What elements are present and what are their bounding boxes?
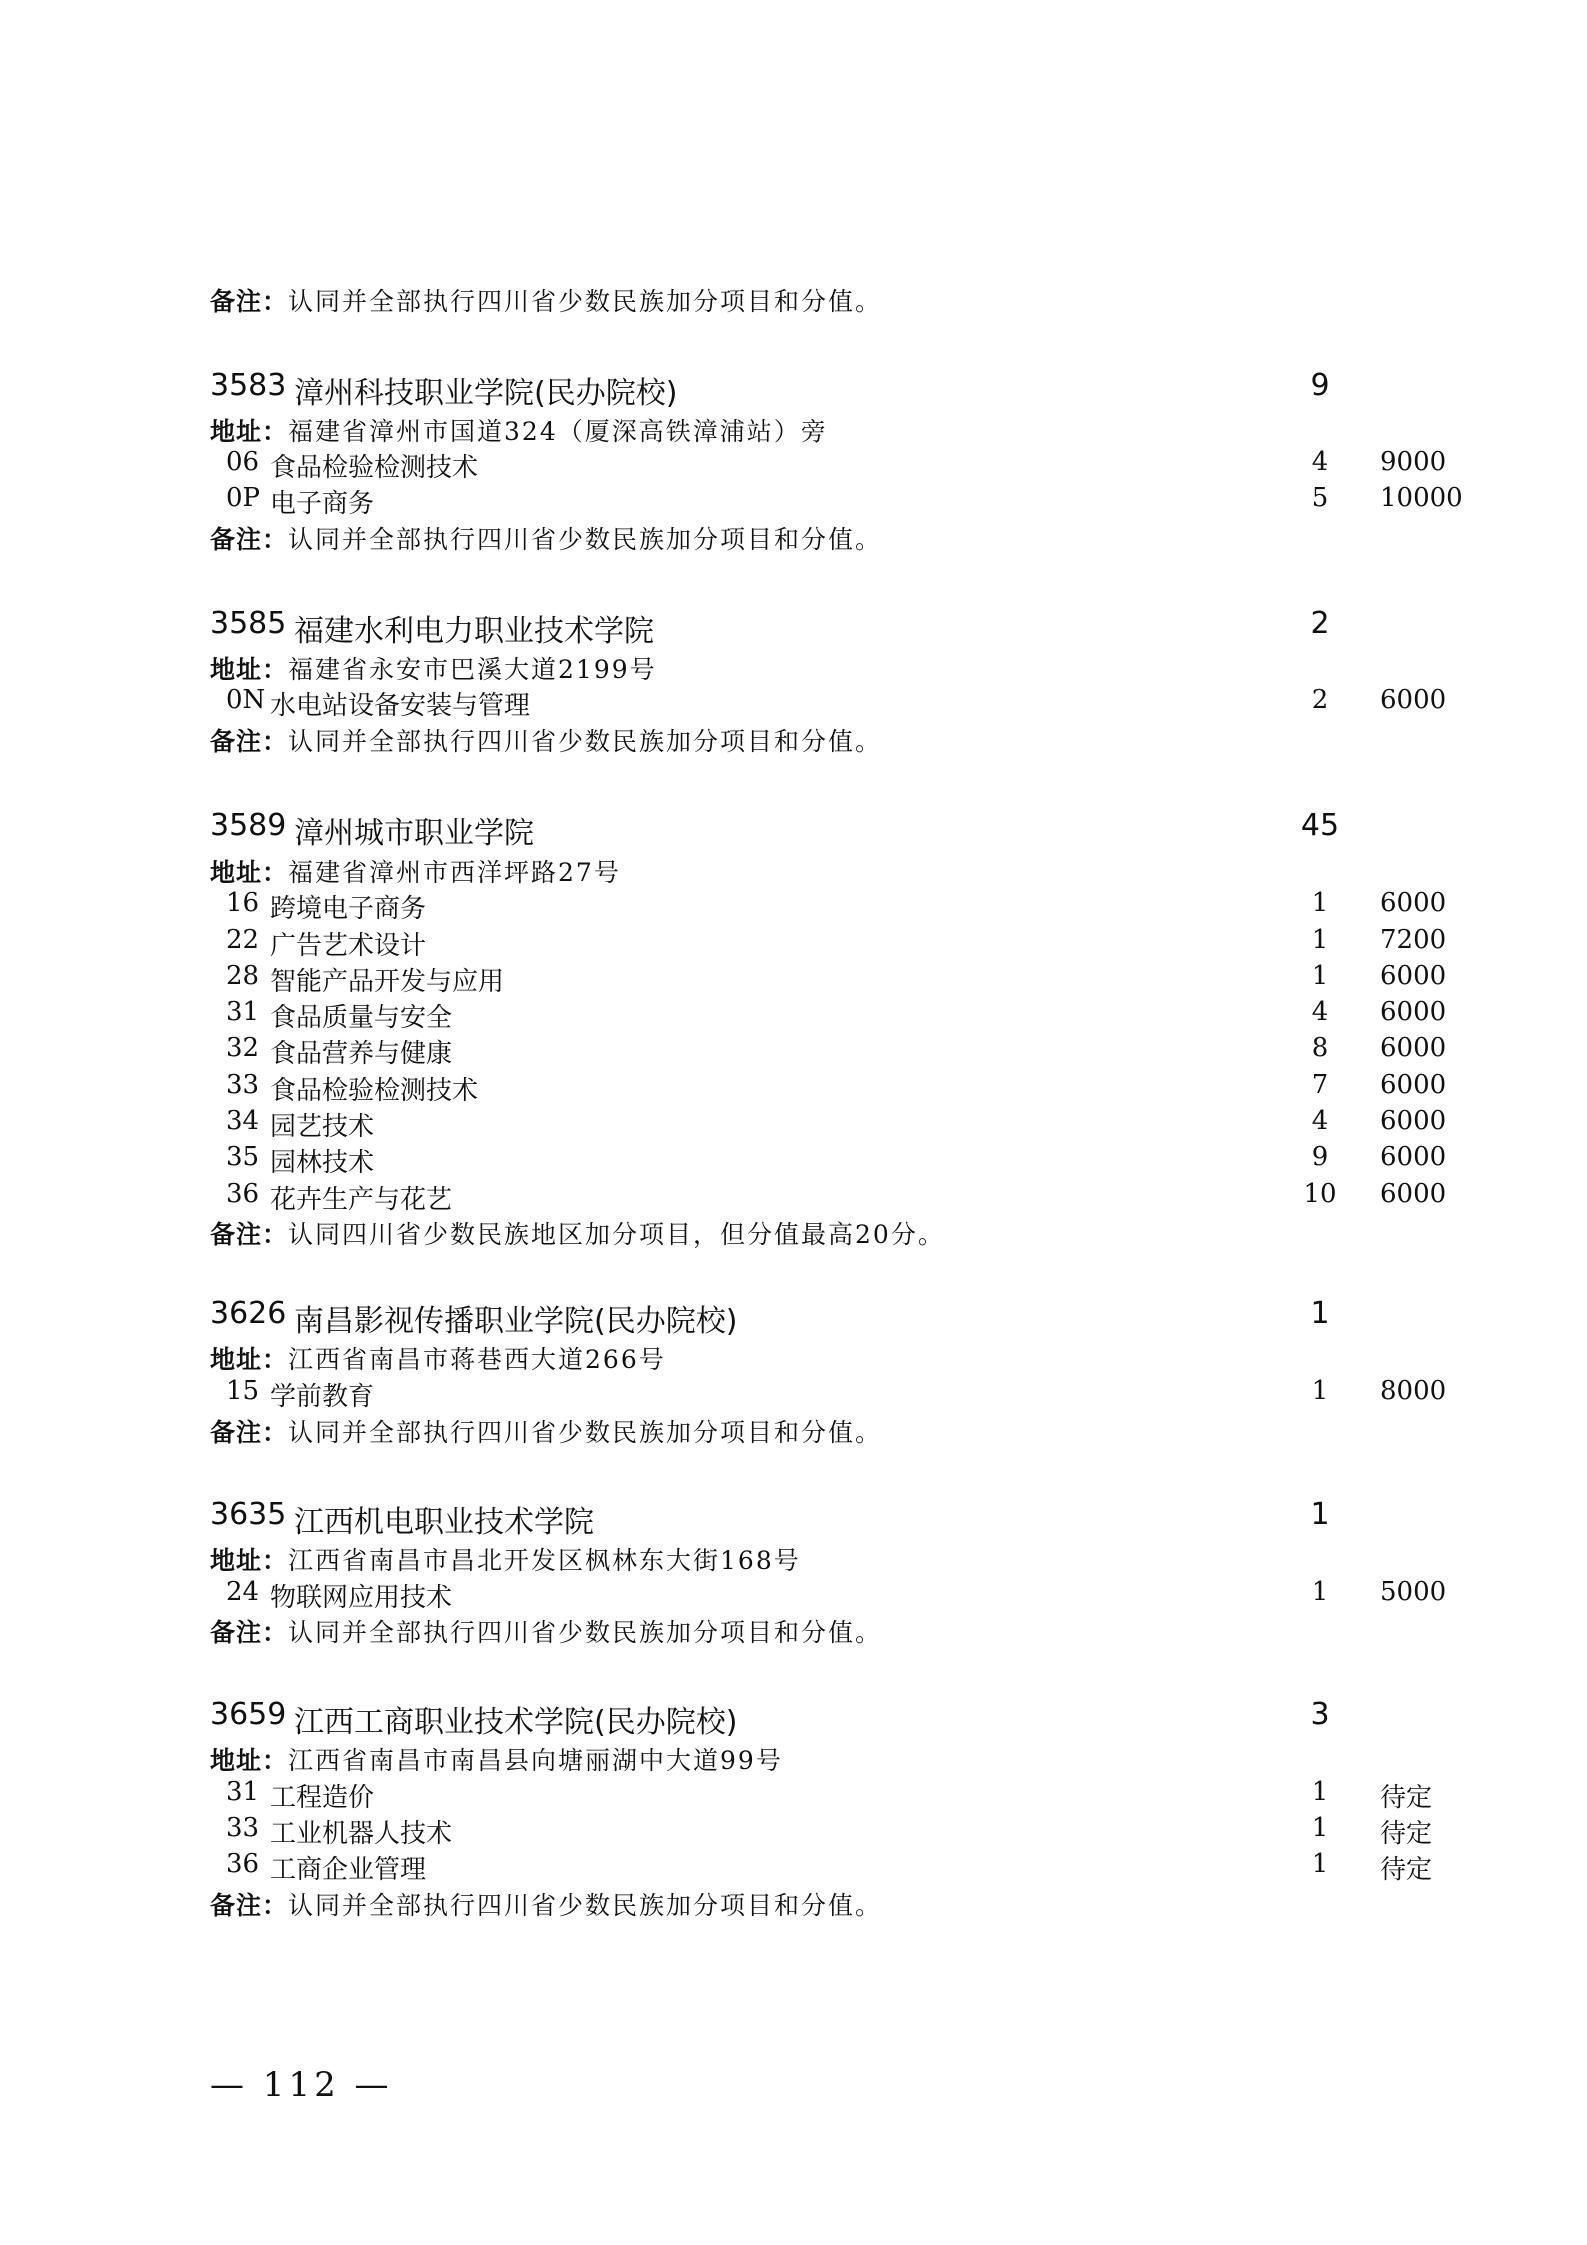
school-header (210, 1697, 1330, 1740)
major-fee: 9000 (1380, 447, 1447, 477)
school-address (210, 412, 828, 448)
school-address (210, 650, 657, 686)
major-row (210, 961, 1447, 997)
major-count: 2 (1311, 685, 1329, 715)
school-header (210, 808, 1340, 851)
school-code: 3659 (210, 1697, 287, 1732)
note-text: 认同并全部执行四川省少数民族加分项目和分值。 (288, 1618, 883, 1647)
major-fee: 6000 (1380, 997, 1447, 1027)
major-name: 食品营养与健康 (270, 1039, 453, 1069)
note-label: 备注： (210, 1618, 289, 1647)
major-count: 4 (1311, 1106, 1329, 1136)
address-text: 江西省南昌市蒋巷西大道266号 (288, 1345, 666, 1374)
top-note (210, 282, 882, 318)
address-text: 江西省南昌市昌北开发区枫林东大街168号 (288, 1546, 801, 1575)
major-code: 22 (226, 925, 260, 955)
school-code: 3626 (210, 1296, 287, 1331)
school-total: 2 (1310, 606, 1330, 641)
school-code: 3585 (210, 606, 287, 641)
major-count: 5 (1311, 483, 1329, 513)
note-text: 认同四川省少数民族地区加分项目，但分值最高20分。 (288, 1220, 945, 1249)
major-code: 32 (226, 1033, 260, 1063)
major-count: 8 (1311, 1033, 1329, 1063)
major-count: 1 (1311, 1376, 1329, 1406)
major-name: 食品质量与安全 (270, 1003, 453, 1033)
address-text: 江西省南昌市南昌县向塘丽湖中大道99号 (288, 1746, 783, 1775)
major-fee: 6000 (1380, 1106, 1447, 1136)
address-label: 地址： (210, 1546, 289, 1575)
major-row (210, 1577, 1447, 1613)
major-row (210, 447, 1447, 483)
major-name: 园艺技术 (270, 1112, 375, 1142)
major-count: 1 (1311, 1577, 1329, 1607)
major-count: 1 (1311, 925, 1329, 955)
note-text: 认同并全部执行四川省少数民族加分项目和分值。 (288, 1418, 883, 1447)
address-label: 地址： (210, 417, 289, 446)
note-label: 备注： (210, 1220, 289, 1249)
school-name: 南昌影视传播职业学院(民办院校) (294, 1304, 738, 1339)
major-count: 1 (1311, 888, 1329, 918)
major-name: 花卉生产与花艺 (270, 1185, 453, 1215)
major-code: 34 (226, 1106, 260, 1136)
school-total: 45 (1300, 808, 1340, 843)
school-name: 漳州城市职业学院 (294, 816, 534, 851)
major-row (210, 1777, 1433, 1813)
school-address (210, 1741, 783, 1777)
note-text: 认同并全部执行四川省少数民族加分项目和分值。 (288, 727, 883, 756)
major-fee: 6000 (1380, 685, 1447, 715)
school-note (210, 1413, 882, 1449)
major-count: 7 (1311, 1070, 1329, 1100)
major-fee: 8000 (1380, 1376, 1447, 1406)
major-name: 园林技术 (270, 1148, 375, 1178)
major-code: 0N (226, 685, 266, 715)
major-fee: 7200 (1380, 925, 1447, 955)
major-name: 智能产品开发与应用 (270, 967, 505, 997)
major-row (210, 888, 1447, 924)
major-row (210, 1376, 1447, 1412)
major-fee: 6000 (1380, 961, 1447, 991)
major-code: 36 (226, 1179, 260, 1209)
major-count: 4 (1311, 997, 1329, 1027)
major-row (210, 1033, 1447, 1069)
major-name: 学前教育 (270, 1382, 375, 1412)
school-total: 3 (1310, 1697, 1330, 1732)
major-code: 28 (226, 961, 260, 991)
page-number: — 112 — (210, 2065, 393, 2105)
school-name: 漳州科技职业学院(民办院校) (294, 376, 678, 411)
school-code: 3635 (210, 1497, 287, 1532)
address-text: 福建省漳州市西洋坪路27号 (288, 858, 621, 887)
major-count: 1 (1311, 1849, 1329, 1879)
school-address (210, 1541, 801, 1577)
school-name: 江西工商职业技术学院(民办院校) (294, 1705, 738, 1740)
address-text: 福建省永安市巴溪大道2199号 (288, 655, 657, 684)
major-name: 食品检验检测技术 (270, 453, 479, 483)
major-name: 物联网应用技术 (270, 1583, 453, 1613)
school-header (210, 1497, 1330, 1540)
major-row (210, 1849, 1433, 1885)
address-text: 福建省漳州市国道324（厦深高铁漳浦站）旁 (288, 417, 828, 446)
school-code: 3583 (210, 368, 287, 403)
school-header (210, 368, 1330, 411)
major-row (210, 1070, 1447, 1106)
major-count: 4 (1311, 447, 1329, 477)
major-fee: 待定 (1380, 1783, 1433, 1813)
school-name: 江西机电职业技术学院 (294, 1505, 594, 1540)
major-row (210, 1142, 1447, 1178)
school-name: 福建水利电力职业技术学院 (294, 614, 654, 649)
major-code: 06 (226, 447, 260, 477)
major-row (210, 1813, 1433, 1849)
address-label: 地址： (210, 1345, 289, 1374)
major-name: 电子商务 (270, 489, 375, 519)
school-note (210, 1886, 882, 1922)
major-count: 10 (1303, 1179, 1337, 1209)
school-code: 3589 (210, 808, 287, 843)
school-note (210, 722, 882, 758)
major-code: 35 (226, 1142, 260, 1172)
major-fee: 6000 (1380, 1179, 1447, 1209)
major-code: 16 (226, 888, 260, 918)
school-total: 1 (1310, 1296, 1330, 1331)
major-name: 工业机器人技术 (270, 1819, 453, 1849)
major-count: 9 (1311, 1142, 1329, 1172)
school-note (210, 520, 882, 556)
note-text: 认同并全部执行四川省少数民族加分项目和分值。 (288, 1891, 883, 1920)
major-fee: 5000 (1380, 1577, 1447, 1607)
major-fee: 6000 (1380, 1033, 1447, 1063)
note-label: 备注： (210, 1418, 289, 1447)
major-count: 1 (1311, 1813, 1329, 1843)
major-name: 工程造价 (270, 1783, 375, 1813)
major-code: 0P (226, 483, 261, 513)
major-name: 跨境电子商务 (270, 894, 427, 924)
major-row (210, 997, 1447, 1033)
major-fee: 待定 (1380, 1819, 1433, 1849)
major-name: 水电站设备安装与管理 (270, 691, 531, 721)
major-fee: 10000 (1380, 483, 1463, 513)
major-count: 1 (1311, 961, 1329, 991)
major-row (210, 685, 1447, 721)
major-code: 31 (226, 1777, 260, 1807)
major-row (210, 925, 1447, 961)
school-address (210, 853, 621, 889)
school-header (210, 1296, 1330, 1339)
note-text: 认同并全部执行四川省少数民族加分项目和分值。 (288, 287, 883, 316)
major-name: 工商企业管理 (270, 1855, 427, 1885)
major-name: 食品检验检测技术 (270, 1076, 479, 1106)
school-note (210, 1215, 945, 1251)
school-total: 1 (1310, 1497, 1330, 1532)
address-label: 地址： (210, 858, 289, 887)
address-label: 地址： (210, 1746, 289, 1775)
major-code: 33 (226, 1813, 260, 1843)
note-label: 备注： (210, 727, 289, 756)
address-label: 地址： (210, 655, 289, 684)
major-count: 1 (1311, 1777, 1329, 1807)
major-row (210, 1106, 1447, 1142)
major-fee: 待定 (1380, 1855, 1433, 1885)
major-code: 15 (226, 1376, 260, 1406)
major-code: 24 (226, 1577, 260, 1607)
major-code: 33 (226, 1070, 260, 1100)
school-address (210, 1340, 666, 1376)
note-label: 备注： (210, 525, 289, 554)
major-fee: 6000 (1380, 1070, 1447, 1100)
major-code: 36 (226, 1849, 260, 1879)
note-label: 备注： (210, 1891, 289, 1920)
major-row (210, 1179, 1447, 1215)
school-note (210, 1613, 882, 1649)
school-header (210, 606, 1330, 649)
major-row (210, 483, 1463, 519)
major-fee: 6000 (1380, 888, 1447, 918)
major-name: 广告艺术设计 (270, 931, 427, 961)
note-text: 认同并全部执行四川省少数民族加分项目和分值。 (288, 525, 883, 554)
school-total: 9 (1310, 368, 1330, 403)
major-fee: 6000 (1380, 1142, 1447, 1172)
major-code: 31 (226, 997, 260, 1027)
note-label: 备注： (210, 287, 289, 316)
